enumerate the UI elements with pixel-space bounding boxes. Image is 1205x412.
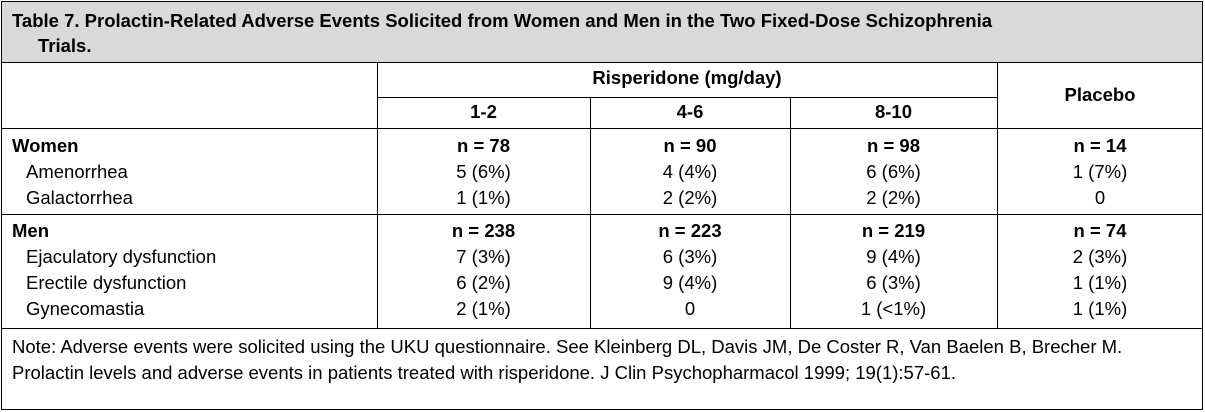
row-label-galactorrhea: Galactorrhea bbox=[26, 187, 133, 208]
erectile-placebo: 1 (1%) bbox=[1072, 272, 1128, 293]
men-n-dose3: n = 219 bbox=[861, 220, 926, 241]
table-title-line2: Trials. bbox=[38, 35, 92, 56]
galactorrhea-dose2: 2 (2%) bbox=[662, 187, 718, 208]
women-n-dose1: n = 78 bbox=[457, 135, 510, 156]
ejaculatory-dose3: 9 (4%) bbox=[866, 246, 921, 267]
dose-header-1-2: 1-2 bbox=[470, 101, 497, 122]
dose-header-8-10: 8-10 bbox=[874, 101, 913, 122]
amenorrhea-dose1: 5 (6%) bbox=[456, 161, 511, 182]
galactorrhea-dose3: 2 (2%) bbox=[866, 187, 921, 208]
galactorrhea-placebo: 0 bbox=[1094, 187, 1106, 208]
table-title-line1: Table 7. Prolactin-Related Adverse Events Solicited from Women and Men in the Two Fixed-Dose Schizophrenia bbox=[12, 10, 993, 31]
men-n-dose2: n = 223 bbox=[658, 220, 722, 241]
risperidone-header: Risperidone (mg/day) bbox=[592, 67, 782, 88]
header-divider-bottom bbox=[2, 128, 1202, 129]
row-label-gynecomastia: Gynecomastia bbox=[26, 298, 145, 319]
women-n-dose2: n = 90 bbox=[663, 135, 717, 156]
section-label-women: Women bbox=[12, 135, 79, 156]
adverse-events-table bbox=[1, 1, 1203, 410]
gynecomastia-dose3: 1 (<1%) bbox=[860, 298, 927, 319]
table-note: Note: Adverse events were solicited using the UKU questionnaire. See Kleinberg DL, Davis JM, De Coster R, Van Baelen B, Brecher M. Prolactin levels and adverse events in patients treated with risperidone. J Clin Psychopharmacol 1999; 19(1):57-61. bbox=[12, 336, 1123, 383]
women-n-placebo: n = 14 bbox=[1073, 135, 1127, 156]
amenorrhea-placebo: 1 (7%) bbox=[1072, 161, 1128, 182]
header-divider-group bbox=[377, 97, 997, 98]
row-label-ejaculatory-dysfunction: Ejaculatory dysfunction bbox=[26, 246, 217, 267]
amenorrhea-dose3: 6 (6%) bbox=[866, 161, 921, 182]
erectile-dose3: 6 (3%) bbox=[866, 272, 921, 293]
table-title bbox=[2, 2, 1202, 63]
galactorrhea-dose1: 1 (1%) bbox=[456, 187, 511, 208]
row-label-amenorrhea: Amenorrhea bbox=[26, 161, 128, 182]
ejaculatory-dose1: 7 (3%) bbox=[456, 246, 511, 267]
ejaculatory-placebo: 2 (3%) bbox=[1072, 246, 1128, 267]
women-n-dose3: n = 98 bbox=[867, 135, 920, 156]
row-label-erectile-dysfunction: Erectile dysfunction bbox=[26, 272, 187, 293]
dose-header-4-6: 4-6 bbox=[676, 101, 704, 122]
men-n-placebo: n = 74 bbox=[1073, 220, 1127, 241]
section-divider bbox=[2, 214, 1202, 215]
section-label-men: Men bbox=[12, 220, 49, 241]
gynecomastia-placebo: 1 (1%) bbox=[1072, 298, 1128, 319]
ejaculatory-dose2: 6 (3%) bbox=[662, 246, 718, 267]
note-divider bbox=[2, 328, 1202, 329]
gynecomastia-dose2: 0 bbox=[684, 298, 696, 319]
men-n-dose1: n = 238 bbox=[451, 220, 516, 241]
erectile-dose2: 9 (4%) bbox=[662, 272, 718, 293]
placebo-header: Placebo bbox=[1064, 84, 1136, 105]
gynecomastia-dose1: 2 (1%) bbox=[456, 298, 511, 319]
amenorrhea-dose2: 4 (4%) bbox=[662, 161, 718, 182]
erectile-dose1: 6 (2%) bbox=[456, 272, 511, 293]
